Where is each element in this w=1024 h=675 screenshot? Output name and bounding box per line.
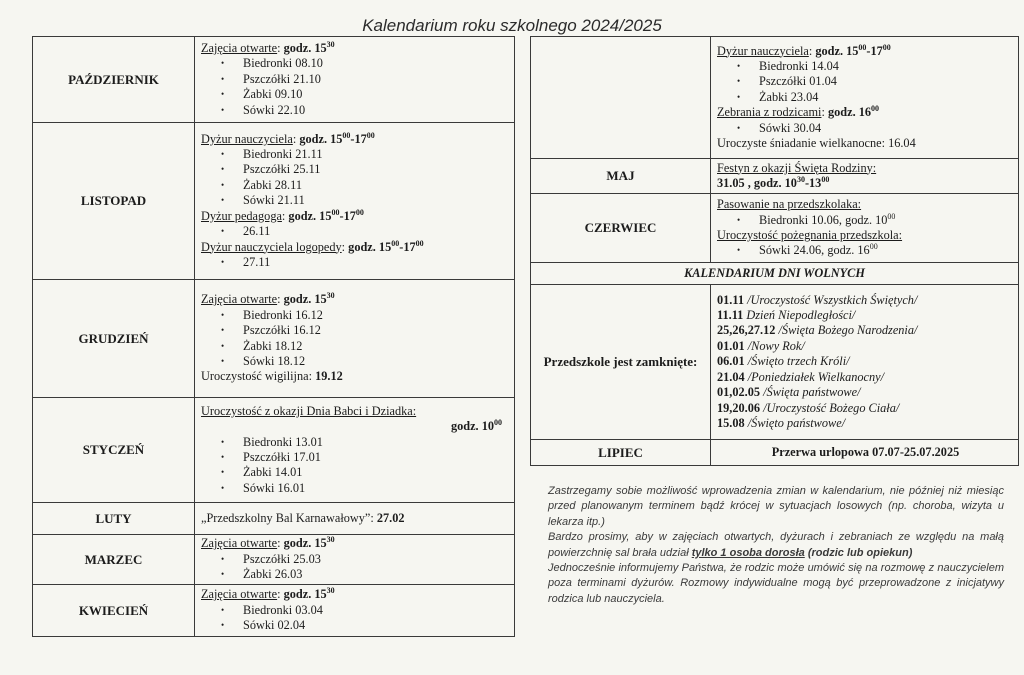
month-content [711, 159, 1019, 194]
row-styczen [33, 398, 515, 503]
list-item: • Sówki 30.04 [717, 121, 1014, 136]
holiday-item: 01.01 /Nowy Rok/ [717, 338, 805, 353]
holiday-item: 01.11 /Uroczystość Wszystkich Świętych/ [717, 292, 918, 307]
highlight-text: tylko 1 osoba dorosła [691, 546, 805, 559]
section-label: Uroczystość pożegnania przedszkola: [717, 228, 903, 242]
list-item: • Żabki 18.12 [201, 339, 510, 354]
month-content [195, 503, 515, 535]
list-item: • Sówki 16.01 [201, 481, 510, 496]
note-paragraph: Zastrzegamy sobie możliwość wprowadzenia zmian w kalendarium, nie później niż miesiąc przed planowanym terminem bądź krócej w sytuacjach losowych (np. choroba, wizyta u lekarza itp.) [548, 485, 1004, 528]
list-item: • Żabki 26.03 [201, 567, 510, 582]
list-item: • Sówki 24.06, godz. $16^{00}$ [717, 243, 1014, 258]
row-listopad [33, 123, 515, 280]
month-label: LUTY [33, 503, 195, 535]
month-content: Zajęcia otwarte: godz. $15^{30}$ • Biedronki 16.12 • Pszczółki 16.12 • Żabki 18.12 • Sówki 18.12 Uroczystość wigilijna: 19.12 [195, 280, 515, 398]
event-text: „Przedszkolny Bal Karnawałowy”: [201, 510, 374, 525]
section-time: godz. $15^{30}$ [283, 535, 335, 551]
section-label: Zajęcia otwarte [201, 292, 278, 307]
list-item: • Pszczółki 25.03 [201, 552, 510, 567]
list-item: • 26.11 [201, 224, 510, 239]
section-label: Zajęcia otwarte [201, 587, 278, 602]
section-label: Dyżur nauczyciela [717, 43, 809, 58]
list-item: • Pszczółki 25.11 [201, 162, 510, 177]
month-label: PAŹDZIERNIK [33, 37, 195, 123]
month-content: Dyżur nauczyciela: godz. $15^{00}-17^{00}$ • Biedronki 14.04 • Pszczółki 01.04 • Żabki 23.04 Zebrania z rodzicami: godz. $16^{00}$ • Sówki 30.04 Uroczyste śniadanie wielkanocne: 16.04 [711, 37, 1019, 159]
list-item: • Biedronki 13.01 [201, 435, 510, 450]
section-time: godz. $15^{00}-17^{00}$ [815, 42, 891, 58]
row-holidays-heading [531, 263, 1019, 285]
holiday-item: 11.11 Dzień Niepodległości/ [717, 308, 856, 323]
list-item: • Biedronki 03.04 [201, 603, 510, 618]
row-marzec [33, 535, 515, 585]
colon: : [277, 40, 284, 55]
section-time: godz. $10^{00}$ [450, 418, 502, 434]
extra-value: 19.12 [315, 369, 343, 384]
month-label-empty [531, 37, 711, 159]
section-time: godz. $15^{30}$ [283, 39, 335, 55]
event-date: 31.05 , godz. $10^{30}-13^{00}$ [717, 174, 830, 190]
month-content [195, 398, 515, 503]
section-label: Dyżur pedagoga [201, 208, 282, 223]
list-item: • Żabki 09.10 [201, 87, 510, 102]
list-item: • 27.11 [201, 255, 510, 270]
row-maj [531, 159, 1019, 194]
row-pazdziernik [33, 37, 515, 123]
month-content: Dyżur nauczyciela: godz. $15^{00}-17^{00}$ • Biedronki 21.11 • Pszczółki 25.11 • Żabki 28.11 • Sówki 21.11 Dyżur pedagoga: godz. $15^{00}-17^{00}$ • 26.11 Dyżur nauczyciela logopedy: godz. $15^{00}-17^{00}$ • 27.11 [195, 123, 515, 280]
month-content: Zajęcia otwarte: godz. $15^{30}$ • Biedronki 03.04 • Sówki 02.04 [195, 585, 515, 637]
row-kwiecien [33, 585, 515, 637]
month-label: MARZEC [33, 535, 195, 585]
row-kwiecien-cont [531, 37, 1019, 159]
section-time: godz. $15^{00}-17^{00}$ [288, 207, 364, 223]
holiday-item: 06.01 /Święto trzech Króli/ [717, 354, 850, 369]
list-item: • Pszczółki 17.01 [201, 450, 510, 465]
list-item: • Żabki 23.04 [717, 90, 1014, 105]
extra-label: Uroczystość wigilijna: [201, 369, 312, 384]
section-time: godz. $16^{00}$ [827, 104, 880, 120]
section-label: Zajęcia otwarte [201, 536, 278, 551]
list-item: • Biedronki 14.04 [717, 59, 1014, 74]
month-label: LIPIEC [531, 440, 711, 466]
section-label: Festyn z okazji Święta Rodziny: [717, 160, 877, 175]
note-paragraph: Bardzo prosimy, aby w zajęciach otwartych, dyżurach i zebraniach ze względu na małą powierzchnię sal brała udział tylko 1 osoba dorosła (rodzic lub opiekun) [548, 531, 1004, 559]
list-item: • Biedronki 16.12 [201, 308, 510, 323]
holiday-item: 01,02.05 /Święta państwowe/ [717, 385, 861, 400]
list-item: • Sówki 21.11 [201, 193, 510, 208]
list-item: • Biedronki 08.10 [201, 56, 510, 71]
closed-label: Przedszkole jest zamknięte: [531, 285, 711, 440]
list-item: • Żabki 14.01 [201, 465, 510, 480]
month-content [711, 194, 1019, 263]
calendar-table-left [32, 36, 515, 637]
list-item: • Sówki 22.10 [201, 103, 510, 118]
list-item: • Sówki 02.04 [201, 618, 510, 633]
page-title: Kalendarium roku szkolnego 2024/2025 [362, 16, 662, 35]
month-label: LISTOPAD [33, 123, 195, 280]
note-paragraph: Jednocześnie informujemy Państwa, że rodzic może umówić się na rozmowę z nauczycielem poza terminami dyżurów. Rozmowy indywidualne mogą być przeprowadzone z inicjatywy rodzica lub nauczyciela. [548, 562, 1004, 605]
holidays-list [711, 285, 1019, 440]
section-label: Dyżur nauczyciela [201, 131, 293, 146]
section-label: Pasowanie na przedszkolaka: [717, 197, 862, 212]
month-label: CZERWIEC [531, 194, 711, 263]
section-label: Uroczystość z okazji Dnia Babci i Dziadka: [201, 403, 417, 418]
list-item: • Biedronki 10.06, godz. $10^{00}$ [717, 213, 1014, 228]
row-czerwiec [531, 194, 1019, 263]
list-item: • Sówki 18.12 [201, 354, 510, 369]
event-text: Uroczyste śniadanie wielkanocne: 16.04 [717, 136, 916, 151]
calendar-table-right [530, 36, 1019, 466]
month-content: Przerwa urlopowa 07.07-25.07.2025 [711, 440, 1019, 466]
event-date: 27.02 [376, 510, 405, 525]
section-label: Dyżur nauczyciela logopedy [201, 239, 342, 254]
row-holidays [531, 285, 1019, 440]
holidays-heading: KALENDARIUM DNI WOLNYCH [531, 263, 1019, 285]
holiday-item: 25,26,27.12 /Święta Bożego Narodzenia/ [717, 323, 918, 338]
month-label: STYCZEŃ [33, 398, 195, 503]
month-content: Zajęcia otwarte: godz. $15^{30}$ • Pszczółki 25.03 • Żabki 26.03 [195, 535, 515, 585]
section-time: godz. $15^{30}$ [283, 586, 335, 602]
month-label: MAJ [531, 159, 711, 194]
notes [548, 484, 1004, 607]
section-time: godz. $15^{00}-17^{00}$ [348, 238, 424, 254]
list-item: • Pszczółki 21.10 [201, 72, 510, 87]
month-content [195, 37, 515, 123]
month-label: KWIECIEŃ [33, 585, 195, 637]
holiday-item: 21.04 /Poniedziałek Wielkanocny/ [717, 369, 884, 384]
list-item: • Pszczółki 01.04 [717, 74, 1014, 89]
month-label: GRUDZIEŃ [33, 280, 195, 398]
section-label: Zebrania z rodzicami [717, 105, 822, 120]
row-luty [33, 503, 515, 535]
list-item: • Biedronki 21.11 [201, 147, 510, 162]
row-grudzien [33, 280, 515, 398]
holiday-item: 19,20.06 /Uroczystość Bożego Ciała/ [717, 400, 900, 415]
list-item: • Żabki 28.11 [201, 178, 510, 193]
list-item: • Pszczółki 16.12 [201, 323, 510, 338]
section-time: godz. $15^{00}-17^{00}$ [299, 130, 375, 146]
holiday-item: 15.08 /Święto państwowe/ [717, 415, 846, 430]
section-label: Zajęcia otwarte [201, 40, 278, 55]
row-lipiec [531, 440, 1019, 466]
section-time: godz. $15^{30}$ [283, 291, 335, 307]
